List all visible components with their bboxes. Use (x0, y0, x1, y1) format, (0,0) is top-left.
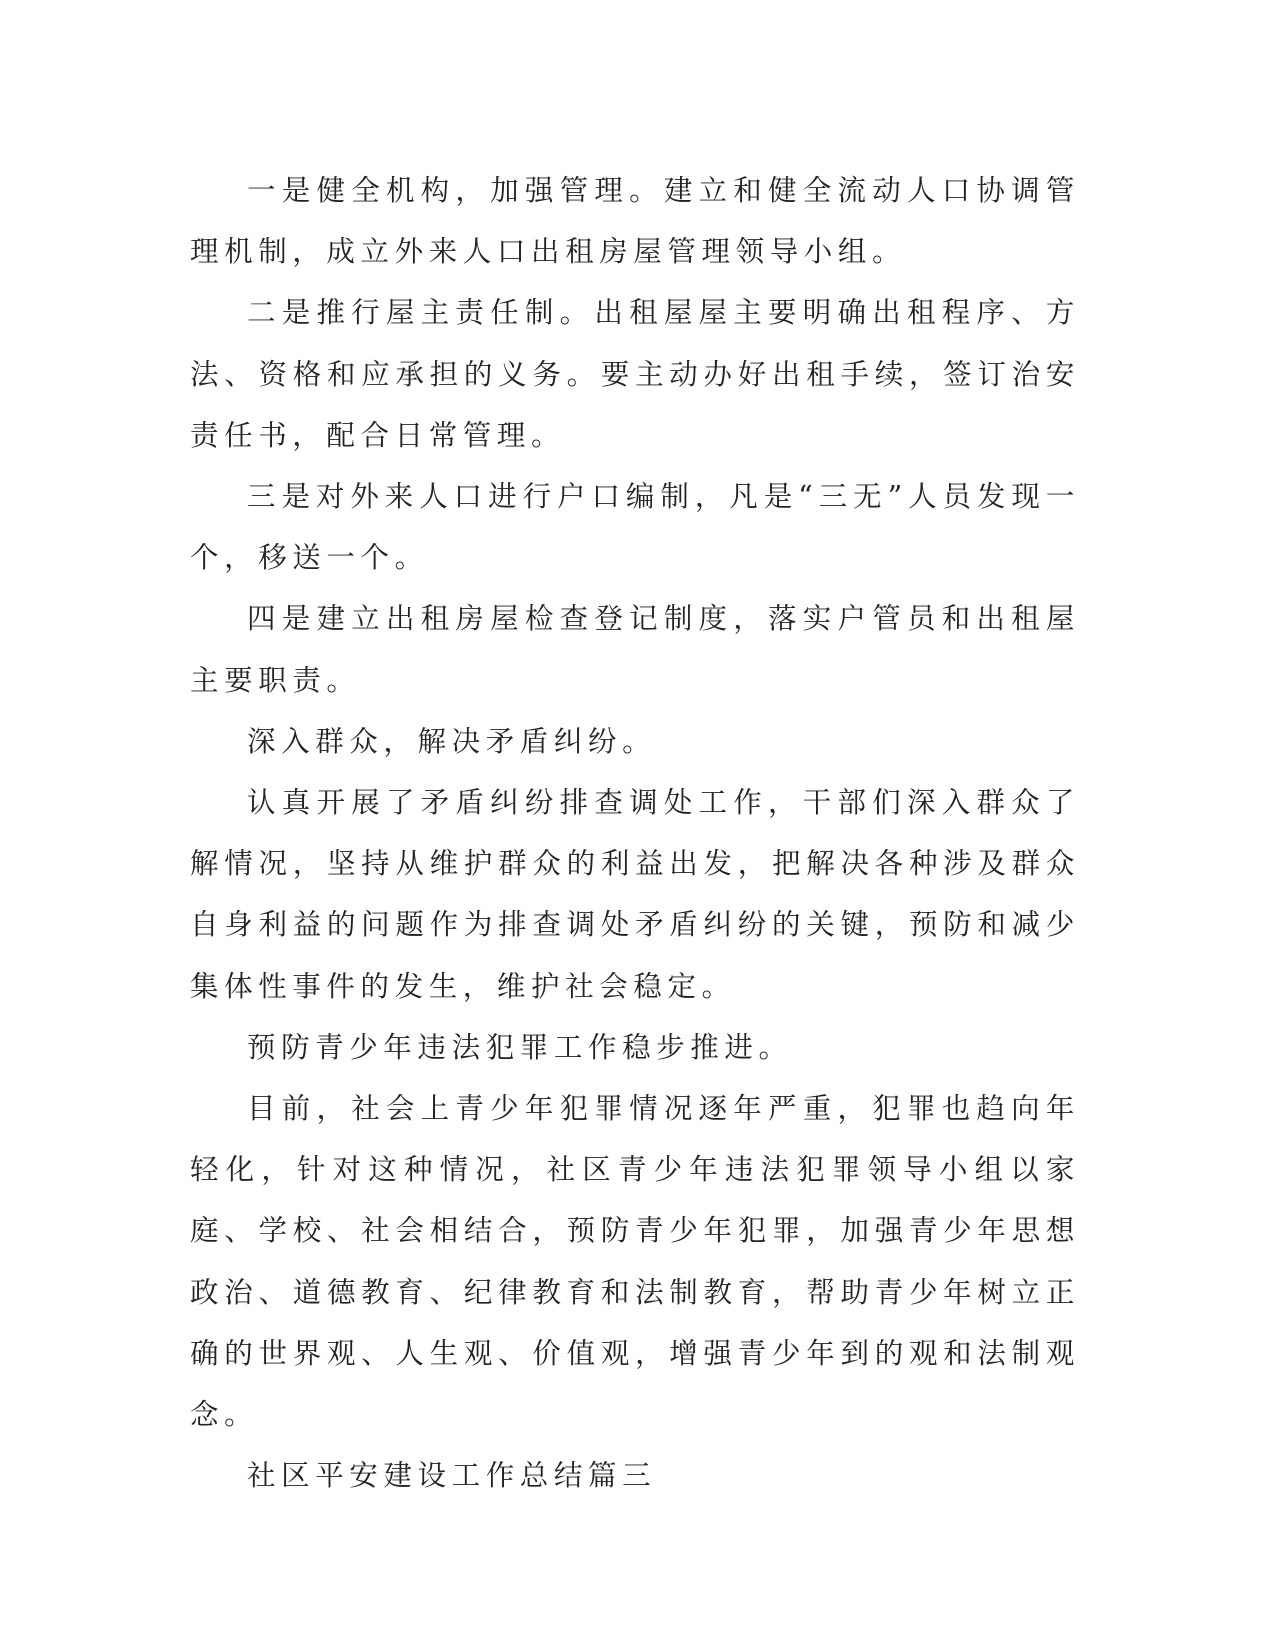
section-heading-part-three: 社区平安建设工作总结篇三 (247, 1459, 657, 1493)
paragraph-6: 认真开展了矛盾纠纷排查调处工作，干部们深入群众了解情况，坚持从维护群众的利益出发，把解决各种涉及群众自身利益的问题作为排查调处矛盾纠纷的关键，预防和减少集体性事件的发生，维护社会稳定。 (190, 786, 1080, 1003)
paragraph-4: 四是建立出租房屋检查登记制度，落实户管员和出租屋主要职责。 (190, 602, 1080, 697)
paragraph-1: 一是健全机构，加强管理。建立和健全流动人口协调管理机制，成立外来人口出租房屋管理领导小组。 (190, 174, 1080, 269)
paragraph-2: 二是推行屋主责任制。出租屋屋主要明确出租程序、方法、资格和应承担的义务。要主动办好出租手续，签订治安责任书，配合日常管理。 (190, 296, 1080, 452)
paragraph-8: 目前，社会上青少年犯罪情况逐年严重，犯罪也趋向年轻化，针对这种情况，社区青少年违法犯罪领导小组以家庭、学校、社会相结合，预防青少年犯罪，加强青少年思想政治、道德教育、纪律教育和法制教育，帮助青少年树立正确的世界观、人生观、价值观，增强青少年到的观和法制观念。 (190, 1092, 1080, 1432)
document-body (190, 160, 1080, 1506)
paragraph-3: 三是对外来人口进行户口编制，凡是“三无”人员发现一个，移送一个。 (190, 480, 1080, 575)
section-heading-resolve-disputes: 深入群众，解决矛盾纠纷。 (247, 724, 657, 758)
section-heading-youth-crime-prevention: 预防青少年违法犯罪工作稳步推进。 (247, 1030, 793, 1064)
